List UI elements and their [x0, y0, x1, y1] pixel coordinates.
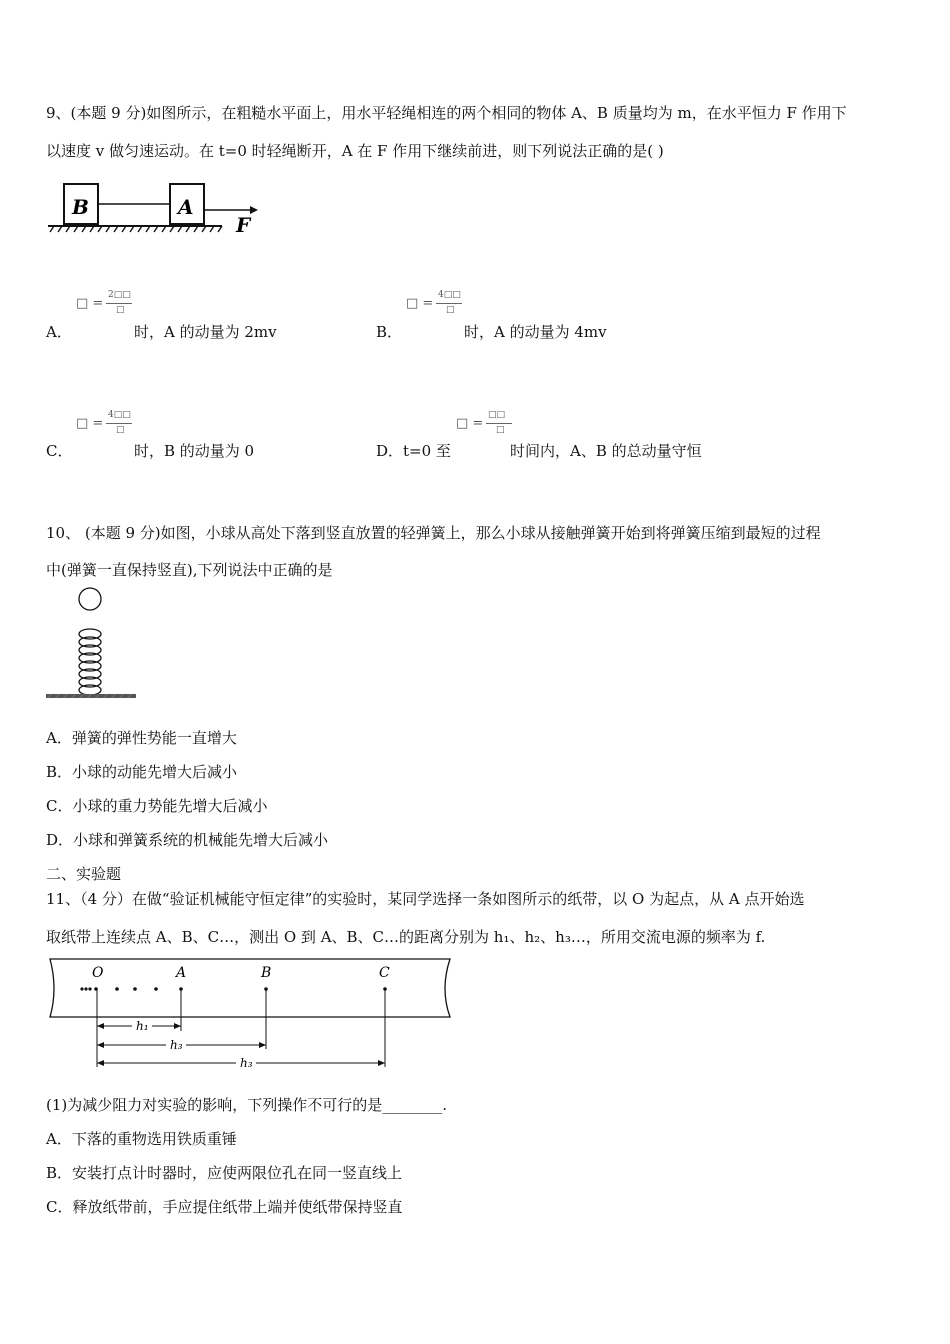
q9-figure-blocks — [44, 170, 264, 242]
q11-stem-line1: 11、（4 分）在做“验证机械能守恒定律”的实验时，某同学选择一条如图所示的纸带，以 O 为起点，从 A 点开始选 — [46, 890, 805, 908]
h3-label: h₃ — [240, 1056, 253, 1070]
h1-label: h₁ — [136, 1019, 149, 1033]
q10-stem-line2: 中(弹簧一直保持竖直),下列说法中正确的是 — [46, 561, 333, 579]
q10-option-b: B．小球的动能先增大后减小 — [46, 763, 238, 781]
q9-option-b-letter: B． — [376, 323, 403, 341]
q9-option-c-formula: □ = 4□□ □ — [76, 410, 131, 435]
point-c-label: C — [379, 965, 390, 981]
block-b-label: B — [72, 195, 89, 219]
h2-label: h₃ — [170, 1038, 183, 1052]
block-a-label: A — [178, 195, 194, 219]
q9-option-a-formula: □ = 2□□ □ — [76, 290, 131, 315]
q11-sub1: (1)为减少阻力对实验的影响，下列操作不可行的是________. — [46, 1096, 448, 1114]
q10-stem-line1: 10、 (本题 9 分)如图，小球从高处下落到竖直放置的轻弹簧上，那么小球从接触弹簧开始到将弹簧压缩到最短的过程 — [46, 524, 821, 542]
q9-option-c-letter: C． — [46, 442, 73, 460]
q9-option-b-text: 时，A 的动量为 4mv — [464, 323, 607, 341]
q9-option-d-formula: □ = □□ □ — [456, 416, 483, 431]
point-a-label: A — [176, 965, 187, 981]
q10-option-a: A．弹簧的弹性势能一直增大 — [46, 729, 237, 747]
q9-stem-line2: 以速度 v 做匀速运动。在 t=0 时轻绳断开，A 在 F 作用下继续前进，则下列说法正确的是( ) — [46, 142, 664, 160]
q10-option-c: C．小球的重力势能先增大后减小 — [46, 797, 268, 815]
q11-option-c: C．释放纸带前，手应提住纸带上端并使纸带保持竖直 — [46, 1198, 403, 1216]
section-title-experiment: 二、实验题 — [46, 865, 122, 883]
q9-option-b-formula: □ = 4□□ □ — [406, 290, 461, 315]
q11-option-a: A．下落的重物选用铁质重锤 — [46, 1130, 237, 1148]
q11-option-b: B．安装打点计时器时，应使两限位孔在同一竖直线上 — [46, 1164, 403, 1182]
q9-option-d-text: 时间内，A、B 的总动量守恒 — [510, 442, 702, 460]
force-f-label: F — [236, 213, 251, 237]
q9-option-a-letter: A． — [46, 323, 72, 341]
q9-option-a-text: 时，A 的动量为 2mv — [134, 323, 277, 341]
q9-option-c-text: 时，B 的动量为 0 — [134, 442, 255, 460]
q9-stem-line1: 9、(本题 9 分)如图所示，在粗糙水平面上，用水平轻绳相连的两个相同的物体 A、B 质量均为 m，在水平恒力 F 作用下 — [46, 104, 847, 122]
point-b-label: B — [261, 965, 272, 981]
point-o-label: O — [92, 965, 104, 981]
q11-stem-line2: 取纸带上连续点 A、B、C…，测出 O 到 A、B、C…的距离分别为 h₁、h₂、h₃…，所用交流电源的频率为 f. — [46, 928, 766, 946]
q9-option-d-letter: D．t=0 至 — [376, 442, 451, 460]
q10-figure-spring — [44, 586, 144, 706]
q10-option-d: D．小球和弹簧系统的机械能先增大后减小 — [46, 831, 329, 849]
q11-figure-paper-tape — [44, 955, 456, 1073]
